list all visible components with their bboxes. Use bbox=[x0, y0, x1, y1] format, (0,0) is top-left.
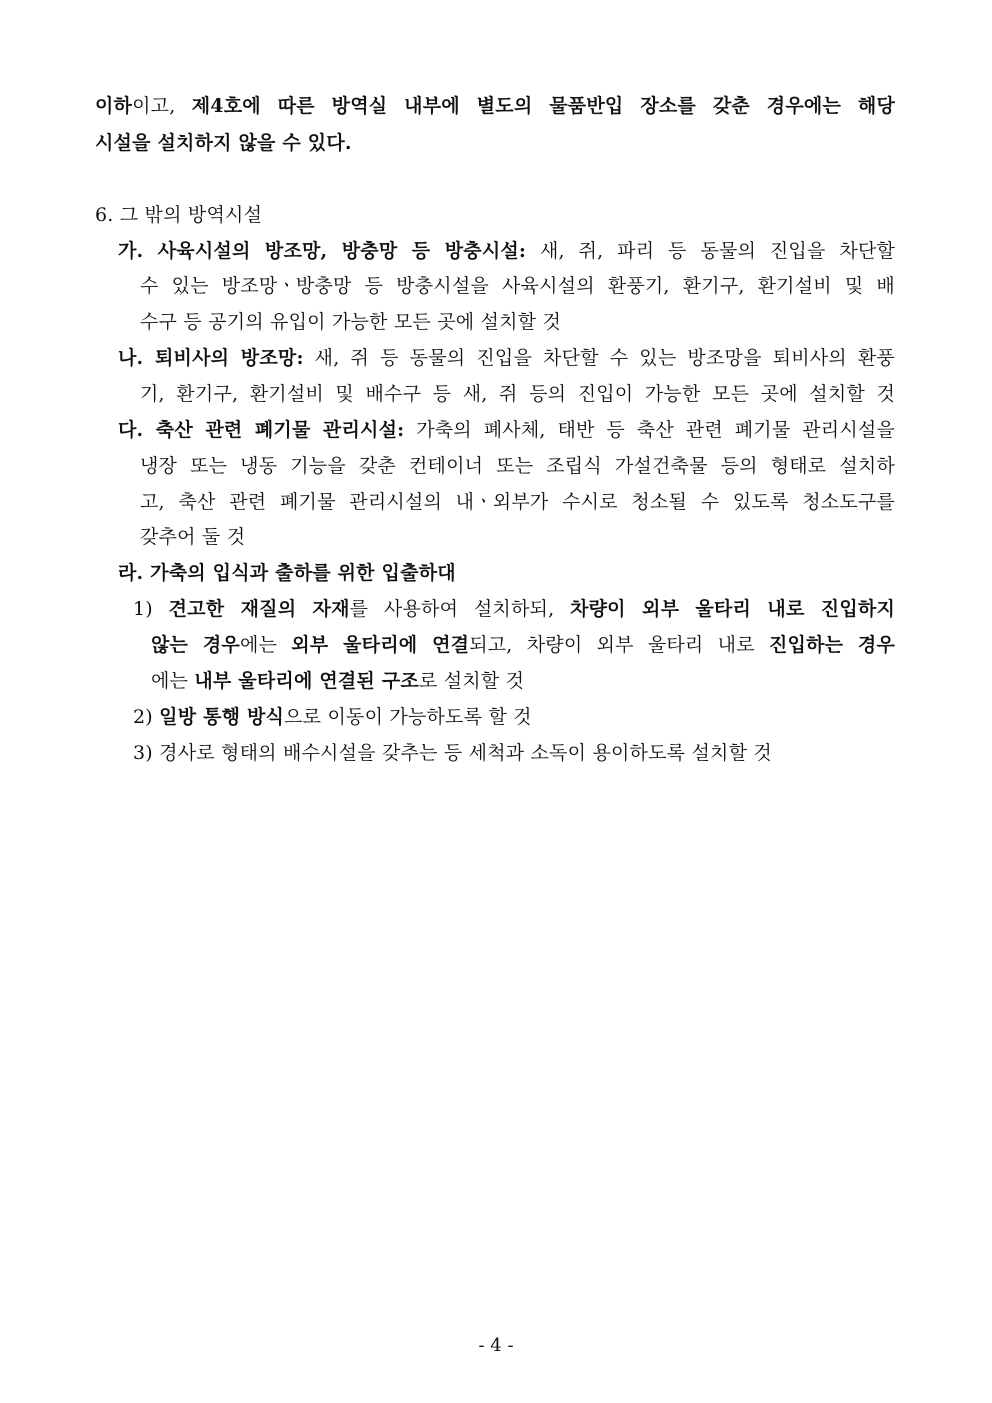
item-ra-sub1-t5: 로 설치할 것 bbox=[418, 670, 525, 692]
item-da-line-2: 냉장 또는 냉동 기능을 갖춘 컨테이너 또는 조립식 가설건축물 등의 형태로 설치하 bbox=[140, 455, 895, 477]
continuation-line-2: 시설을 설치하지 않을 수 있다. bbox=[95, 132, 352, 154]
item-ra-sub2 bbox=[133, 705, 532, 729]
item-ra-sub1-t1: 를 사용하여 설치하되, bbox=[349, 598, 571, 620]
item-ra-sub1-b2: 차량이 외부 울타리 내로 진입하지 bbox=[570, 598, 896, 620]
item-ra-sub1-b4: 외부 울타리에 연결 bbox=[291, 634, 470, 656]
item-da-line-4: 갖추어 둘 것 bbox=[140, 526, 246, 548]
item-na-line-1-rest: 새, 쥐 등 동물의 진입을 차단할 수 있는 방조망을 퇴비사의 환풍 bbox=[303, 347, 895, 369]
item-ra-sub1-line-2 bbox=[151, 633, 895, 657]
item-ra-sub1-line-3 bbox=[151, 669, 524, 693]
item-ra-sub1-t3: 되고, 차량이 외부 울타리 내로 bbox=[469, 634, 769, 656]
item-ra-sub3-t1: 경사로 형태의 배수시설을 갖추는 등 세척과 소독이 용이하도록 설치할 것 bbox=[159, 742, 772, 764]
item-da-line-3: 고, 축산 관련 폐기물 관리시설의 내ㆍ외부가 수시로 청소될 수 있도록 청소도구를 bbox=[140, 491, 895, 513]
item-ga-line-1-rest: 새, 쥐, 파리 등 동물의 진입을 차단할 bbox=[526, 240, 895, 262]
item-ga-line-2: 수 있는 방조망ㆍ방충망 등 방충시설을 사육시설의 환풍기, 환기구, 환기설비 및 배 bbox=[140, 275, 895, 297]
item-na-line-1 bbox=[118, 346, 895, 370]
item-ra-sub3 bbox=[133, 741, 772, 765]
item-ra-sub1-b3: 않는 경우 bbox=[151, 634, 240, 656]
item-ra-label: 라. 가축의 입식과 출하를 위한 입출하대 bbox=[118, 562, 456, 584]
item-ra-sub1-num: 1) bbox=[133, 598, 169, 620]
item-na-line-2: 기, 환기구, 환기설비 및 배수구 등 새, 쥐 등의 진입이 가능한 모든 곳에 설치할 것 bbox=[140, 383, 895, 405]
continuation-line-1-c: 제4호에 따른 방역실 내부에 별도의 물품반입 장소를 갖춘 경우에는 해당 bbox=[191, 95, 895, 117]
item-da-line-1-rest: 가축의 폐사체, 태반 등 축산 관련 폐기물 관리시설을 bbox=[404, 419, 895, 441]
item-da-line-1 bbox=[118, 418, 895, 442]
item-ga-label: 가. 사육시설의 방조망, 방충망 등 방충시설: bbox=[118, 240, 527, 262]
continuation-line-1 bbox=[95, 94, 895, 118]
item-ga-line-1 bbox=[118, 239, 895, 263]
item-ra-sub2-b1: 일방 통행 방식 bbox=[159, 706, 285, 728]
item-na-label: 나. 퇴비사의 방조망: bbox=[118, 347, 304, 369]
item-ra-sub2-num: 2) bbox=[133, 706, 160, 728]
item-da-label: 다. 축산 관련 폐기물 관리시설: bbox=[118, 419, 405, 441]
item-ra-sub1-t2: 에는 bbox=[239, 634, 292, 656]
page-number: - 4 - bbox=[478, 1335, 514, 1356]
item-ra-sub2-t1: 으로 이동이 가능하도록 할 것 bbox=[284, 706, 532, 728]
item-ga-line-3: 수구 등 공기의 유입이 가능한 모든 곳에 설치할 것 bbox=[140, 311, 561, 333]
item-ra-sub1-b5: 진입하는 경우 bbox=[768, 634, 896, 656]
continuation-line-1-b: 이고, bbox=[132, 95, 192, 117]
continuation-line-1-a: 이하 bbox=[95, 95, 133, 117]
item-ra-sub1-t4: 에는 bbox=[151, 670, 195, 692]
item-ra-sub1-line-1 bbox=[133, 597, 895, 621]
item-ra-sub1-b1: 견고한 재질의 자재 bbox=[168, 598, 350, 620]
item-ra-sub1-b6: 내부 울타리에 연결된 구조 bbox=[194, 670, 419, 692]
section-6-heading: 6. 그 밖의 방역시설 bbox=[95, 204, 263, 226]
item-ra-sub3-num: 3) bbox=[133, 742, 160, 764]
